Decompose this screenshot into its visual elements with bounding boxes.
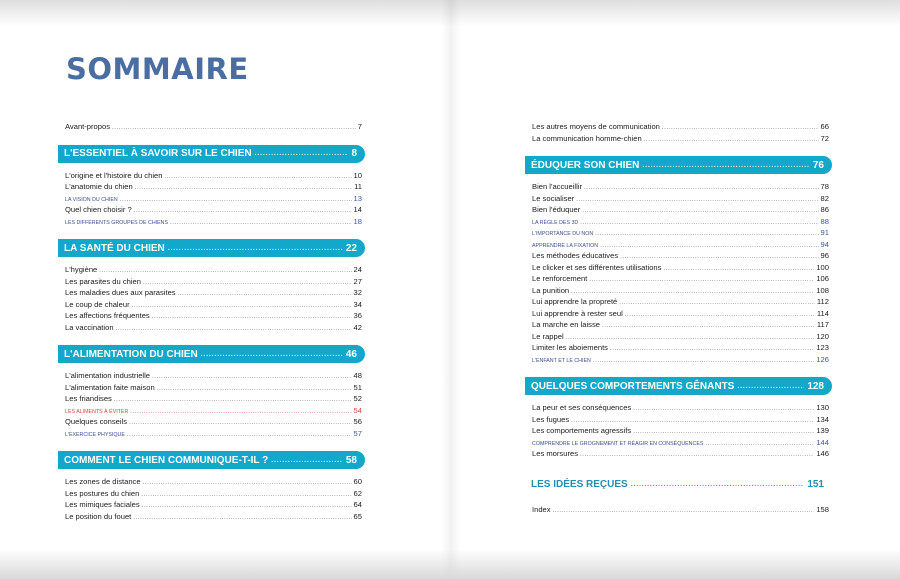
dot-leader: [164, 172, 351, 184]
toc-entry: [62, 499, 365, 511]
entry-label: Lui apprendre à rester seul: [532, 308, 623, 318]
entry-label: L'alimentation industrielle: [65, 371, 151, 380]
entry-label: Les mimiques faciales: [65, 500, 140, 509]
entry-label: Les maladies dues aux parasites: [65, 288, 176, 297]
toc-entry: [529, 402, 832, 414]
toc-subentry: [529, 354, 832, 366]
entry-label: L'IMPORTANCE DU NON: [532, 231, 594, 237]
page-number: 52: [353, 394, 362, 403]
dot-leader: [625, 310, 815, 322]
toc-entry: [62, 393, 365, 405]
dot-leader: [170, 218, 352, 230]
page-number: 62: [353, 488, 362, 498]
page-number: 18: [353, 216, 362, 226]
entry-label: Les comportements agressifs: [532, 426, 632, 435]
entry-label: Le coup de chaleur: [65, 299, 130, 309]
entry-label: Quelques conseils: [65, 417, 128, 426]
page-number: 128: [807, 380, 824, 392]
toc-entry: [62, 121, 365, 133]
page-number: 34: [353, 299, 362, 309]
page-shadow-bottom: [0, 549, 900, 579]
dot-leader: [600, 241, 818, 253]
page-number: 64: [353, 500, 362, 509]
dot-leader: [130, 407, 351, 419]
dot-leader: [134, 206, 352, 218]
toc-entry: [529, 133, 832, 145]
toc-subentry: [62, 428, 365, 440]
toc-entry: [62, 287, 365, 299]
page-number: 88: [820, 216, 829, 226]
dot-leader: [576, 195, 818, 207]
page-number: 10: [353, 170, 362, 180]
dot-leader: [135, 183, 352, 195]
dot-leader: [589, 275, 814, 287]
page-number: 100: [816, 262, 829, 272]
entry-label: Limiter les aboiements: [532, 343, 608, 352]
page-number: 146: [816, 449, 829, 458]
dot-leader: [201, 351, 343, 358]
page-number: 36: [353, 311, 362, 320]
entry-label: Avant-propos: [65, 122, 111, 131]
toc-entry: [62, 322, 365, 334]
dot-leader: [132, 301, 352, 313]
page-number: 151: [807, 479, 824, 490]
entry-label: COMMENT LE CHIEN COMMUNIQUE-T-IL ?: [64, 454, 269, 466]
toc-entry: [529, 204, 832, 216]
toc-entry: [529, 425, 832, 437]
dot-leader: [633, 427, 814, 439]
page-number: 56: [353, 417, 362, 426]
entry-label: LA VISION DU CHIEN: [65, 196, 118, 203]
page-number: 86: [820, 205, 829, 214]
toc-entry: [62, 476, 365, 488]
section-header: [58, 145, 365, 163]
page-number: 144: [816, 437, 829, 447]
toc-column-right: [529, 121, 832, 515]
entry-label: Les autres moyens de communication: [532, 122, 660, 131]
dot-leader: [178, 289, 352, 301]
toc-entry: [62, 310, 365, 322]
entry-label: Quel chien choisir ?: [65, 205, 132, 214]
dot-leader: [142, 501, 352, 513]
dot-leader: [644, 135, 819, 147]
page-number: 58: [345, 454, 357, 466]
toc-entry: [62, 204, 365, 216]
dot-leader: [631, 481, 805, 488]
page-number: 66: [820, 122, 829, 131]
toc-entry: [529, 308, 832, 320]
page-number: 65: [353, 511, 362, 521]
page-number: 76: [812, 159, 824, 171]
toc-entry: [62, 181, 365, 193]
toc-entry: [62, 264, 365, 276]
page-number: 126: [816, 354, 829, 364]
dot-leader: [152, 372, 352, 384]
entry-label: Les zones de distance: [65, 477, 141, 486]
dot-leader: [602, 321, 815, 333]
dot-leader: [593, 356, 815, 368]
page-number: 48: [353, 371, 362, 380]
page-number: 108: [816, 285, 829, 295]
dot-leader: [610, 344, 814, 356]
entry-label: L'alimentation faite maison: [65, 382, 155, 392]
page-number: 130: [816, 403, 829, 412]
section-header: [525, 156, 832, 174]
dot-leader: [553, 506, 815, 518]
toc-subentry: [529, 239, 832, 251]
page-number: 82: [820, 193, 829, 203]
entry-label: Le clicker et ses différentes utilisations: [532, 262, 662, 272]
entry-label: L'ESSENTIEL À SAVOIR SUR LE CHIEN: [64, 148, 252, 159]
entry-label: QUELQUES COMPORTEMENTS GÊNANTS: [531, 380, 735, 392]
page-number: 13: [353, 193, 362, 203]
page-number: 72: [820, 133, 829, 143]
page-number: 96: [820, 251, 829, 260]
entry-label: La communication homme-chien: [532, 133, 642, 143]
page-number: 112: [816, 297, 829, 306]
dot-leader: [595, 229, 818, 241]
toc-entry: [62, 170, 365, 182]
dot-leader: [580, 450, 814, 462]
section-header: [525, 476, 832, 494]
dot-leader: [619, 298, 815, 310]
entry-label: Les postures du chien: [65, 488, 140, 498]
toc-entry: [529, 181, 832, 193]
toc-entry: [62, 382, 365, 394]
book-gutter: [441, 0, 461, 579]
page-number: 57: [353, 428, 362, 438]
dot-leader: [582, 206, 818, 218]
dot-leader: [168, 245, 343, 252]
entry-label: LES IDÉES REÇUES: [531, 479, 628, 490]
dot-leader: [737, 383, 804, 390]
entry-label: COMPRENDRE LE GROGNEMENT ET RÉAGIR EN CONSÉQUENCES: [532, 440, 704, 447]
entry-label: Le position du fouet: [65, 511, 132, 521]
dot-leader: [143, 478, 352, 490]
page-number: 94: [820, 239, 829, 249]
page-number: 106: [816, 274, 829, 283]
entry-label: ÉDUQUER SON CHIEN: [531, 159, 640, 171]
toc-entry: [62, 416, 365, 428]
entry-label: L'hygiène: [65, 265, 98, 274]
toc-entry: [62, 511, 365, 523]
dot-leader: [662, 123, 819, 135]
toc-entry: [529, 296, 832, 308]
entry-label: Les affections fréquentes: [65, 311, 150, 320]
entry-label: L'ENFANT ET LE CHIEN: [532, 357, 591, 364]
toc-entry: [529, 342, 832, 354]
entry-label: LA RÈGLE DES 3D: [532, 219, 579, 226]
toc-entry: [529, 121, 832, 133]
section-header: [58, 239, 365, 257]
page-number: 7: [357, 122, 362, 131]
page-number: 114: [816, 308, 829, 318]
page-number: 78: [820, 182, 829, 191]
toc-subentry: [529, 437, 832, 449]
toc-entry: [529, 331, 832, 343]
page-number: 8: [351, 148, 357, 159]
toc-entry: [62, 299, 365, 311]
dot-leader: [116, 324, 352, 336]
dot-leader: [157, 384, 352, 396]
page-number: 158: [816, 504, 829, 514]
entry-label: Lui apprendre la propreté: [532, 297, 618, 306]
toc-subentry: [62, 216, 365, 228]
entry-label: LA SANTÉ DU CHIEN: [64, 242, 165, 254]
dot-leader: [120, 195, 352, 207]
dot-leader: [633, 404, 814, 416]
page-number: 11: [354, 182, 362, 191]
dot-leader: [271, 457, 343, 464]
page-number: 123: [816, 343, 829, 352]
page-number: 117: [816, 320, 829, 329]
toc-entry: [529, 504, 832, 516]
dot-leader: [642, 162, 810, 169]
toc-subentry: [529, 216, 832, 228]
entry-label: L'ALIMENTATION DU CHIEN: [64, 348, 198, 360]
entry-label: Bien l'accueillir: [532, 182, 582, 191]
toc-entry: [529, 250, 832, 262]
entry-label: Le socialiser: [532, 193, 575, 203]
toc-entry: [62, 488, 365, 500]
dot-leader: [580, 218, 818, 230]
section-header: [525, 377, 832, 395]
toc-entry: [529, 273, 832, 285]
dot-leader: [152, 312, 352, 324]
page-number: 91: [820, 228, 829, 237]
entry-label: L'anatomie du chien: [65, 182, 133, 191]
dot-leader: [133, 513, 351, 525]
page-number: 51: [353, 382, 362, 392]
dot-leader: [141, 490, 351, 502]
page-number: 32: [353, 288, 362, 297]
page-number: 60: [353, 477, 362, 486]
entry-label: Les friandises: [65, 394, 112, 403]
toc-subentry: [529, 227, 832, 239]
page-number: 120: [816, 331, 829, 341]
page-number: 42: [353, 322, 362, 332]
dot-leader: [584, 183, 819, 195]
entry-label: Index: [532, 504, 551, 514]
toc-entry: [62, 370, 365, 382]
toc-entry: [529, 262, 832, 274]
section-header: [58, 451, 365, 469]
entry-label: La vaccination: [65, 322, 114, 332]
toc-entry: [529, 285, 832, 297]
dot-leader: [705, 439, 814, 451]
dot-leader: [127, 430, 352, 442]
toc-entry: [529, 193, 832, 205]
entry-label: APPRENDRE LA FIXATION: [532, 242, 599, 249]
page-number: 14: [353, 205, 362, 214]
dot-leader: [255, 150, 349, 157]
toc-entry: [529, 319, 832, 331]
dot-leader: [129, 418, 351, 430]
page-number: 27: [353, 276, 362, 286]
page-number: 22: [345, 242, 357, 254]
page-number: 134: [816, 414, 829, 424]
entry-label: LES ALIMENTS À ÉVITER: [65, 408, 129, 415]
toc-column-left: [62, 121, 365, 522]
entry-label: Le rappel: [532, 331, 564, 341]
page-title: SOMMAIRE: [66, 52, 249, 86]
entry-label: Les fugues: [532, 414, 570, 424]
entry-label: Les méthodes éducatives: [532, 251, 619, 260]
section-header: [58, 345, 365, 363]
toc-subentry: [62, 193, 365, 205]
toc-entry: [529, 448, 832, 460]
dot-leader: [663, 264, 814, 276]
entry-label: La peur et ses conséquences: [532, 403, 632, 412]
page-number: 46: [345, 348, 357, 360]
dot-leader: [114, 395, 352, 407]
entry-label: Les morsures: [532, 449, 579, 458]
entry-label: Les parasites du chien: [65, 276, 141, 286]
page-number: 54: [353, 405, 362, 415]
page-number: 24: [353, 265, 362, 274]
entry-label: Le renforcement: [532, 274, 588, 283]
entry-label: La marche en laisse: [532, 320, 600, 329]
toc-entry: [62, 276, 365, 288]
entry-label: L'EXERCICE PHYSIQUE: [65, 431, 125, 438]
entry-label: La punition: [532, 285, 570, 295]
entry-label: Bien l'éduquer: [532, 205, 581, 214]
toc-subentry: [62, 405, 365, 417]
toc-entry: [529, 414, 832, 426]
page-number: 139: [816, 426, 829, 435]
entry-label: L'origine et l'histoire du chien: [65, 170, 163, 180]
entry-label: LES DIFFÉRENTS GROUPES DE CHIENS: [65, 219, 169, 226]
dot-leader: [112, 123, 356, 135]
